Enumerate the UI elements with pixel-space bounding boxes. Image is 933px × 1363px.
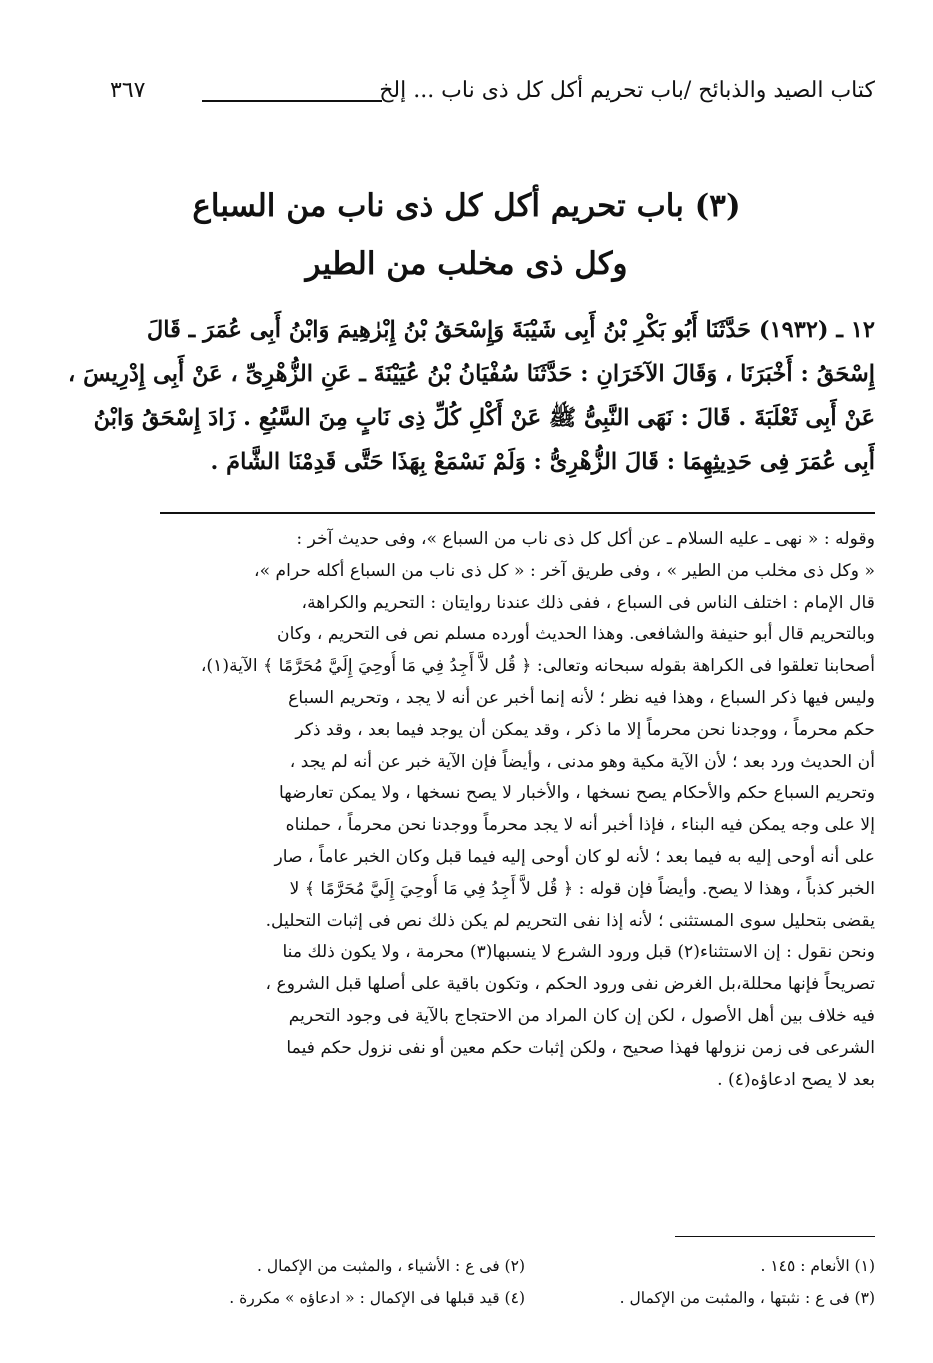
footnote-3: (٣) فى ع : نثبتها ، والمثبت من الإكمال . (619, 1289, 875, 1307)
commentary-line: « وكل ذى مخلب من الطير » ، وفى طريق آخر : « كل ذى ناب من السباع أكله حرام »، (254, 560, 875, 581)
commentary-line: الشرعى فى زمن نزولها فهذا صحيح ، ولكن إثبات حكم معين أو نفى نزول حكم فيما (286, 1037, 875, 1058)
commentary-line: وليس فيها ذكر السباع ، وهذا فيه نظر ؛ لأنه إنما أخبر عن أنه لا يجد ، وتحريم السباع (288, 687, 875, 708)
chapter-title-line-2: وكل ذى مخلب من الطير (305, 246, 628, 282)
footnote-4: (٤) قيد قبلها فى الإكمال : « ادعاؤه » مكررة . (229, 1289, 525, 1307)
commentary-line: إلا على وجه يمكن فيه البناء ، فإذا أخبر أنه لا يجد محرماً ووجدنا نحن محرماً ، حملناه (285, 815, 875, 836)
running-head-rule (202, 100, 382, 102)
commentary-line: على أنه أوحى إليه به فيما بعد ؛ لأنه لو كان أوحى إليه فيما قبل وكان الخبر عاماً ، صار (274, 846, 875, 867)
chapter-title-line-1: (٣) باب تحريم أكل كل ذى ناب من السباع (192, 188, 741, 224)
footnote-1: (١) الأنعام : ١٤٥ . (760, 1257, 875, 1275)
commentary-line: حكم محرماً ، ووجدنا نحن محرماً إلا ما ذكر ، وقد يمكن أن يوجد فيما بعد ، وقد ذكر (295, 719, 875, 740)
commentary-line: قال الإمام : اختلف الناس فى السباع ، ففى ذلك عندنا روايتان : التحريم والكراهة، (301, 592, 875, 613)
hadith-line: عَنْ أَبِى ثَعْلَبَةَ . قَالَ : نَهَى النَّبِىُّ ﷺ عَنْ أَكْلِ كُلِّ ذِى نَابٍ مِنَ السَّبُعِ . زَادَ إِسْحَقُ وَابْنُ (93, 405, 875, 431)
running-head-title: كتاب الصيد والذبائح /باب تحريم أكل كل ذى ناب ... إلخ (379, 78, 875, 103)
commentary-line: وقوله : « نهى ـ عليه السلام ـ عن أكل كل ذى ناب من السباع »، وفى حديث آخر : (296, 529, 875, 549)
footnote-2: (٢) فى ع : الأشياء ، والمثبت من الإكمال . (257, 1257, 525, 1275)
running-head (110, 78, 875, 118)
commentary-line: بعد لا يصح ادعاؤه(٤) . (717, 1069, 875, 1090)
hadith-line: إِسْحَقُ : أَخْبَرَنَا ، وَقَالَ الآخَرَانِ : حَدَّثَنَا سُفْيَانُ بْنُ عُيَيْنَةَ ـ عَنِ الزُّهْرِىِّ ، عَنْ أَبِى إِدْرِيسَ ، (67, 361, 875, 387)
commentary-line: الخبر كذباً ، وهذا لا يصح. وأيضاً فإن قوله : ﴿ قُل لاَّ أَجِدُ فِي مَا أُوحِيَ إِلَيَّ مُحَرَّمًا ﴾ لا (289, 878, 875, 899)
commentary-line: أن الحديث ورد بعد ؛ لأن الآية مكية وهو مدنى ، وأيضاً فإن الآية خبر عن أنه لم يجد ، (289, 751, 875, 772)
section-divider (160, 512, 875, 514)
hadith-line: أَبِى عُمَرَ فِى حَدِيثِهِمَا : قَالَ الزُّهْرِىُّ : وَلَمْ نَسْمَعْ بِهَذَا حَتَّى قَدِمْنَا الشَّامَ . (210, 449, 875, 475)
commentary-line: ونحن نقول : إن الاستثناء(٢) قبل ورود الشرع لا ينسبها(٣) محرمة ، ولا يكون ذلك منا (282, 942, 875, 963)
commentary-line: أصحابنا تعلقوا فى الكراهة بقوله سبحانه وتعالى: ﴿ قُل لاَّ أَجِدُ فِي مَا أُوحِيَ إِلَيَّ مُحَرَّمًا ﴾ الآية(١)، (200, 656, 875, 677)
commentary-line: فيه خلاف بين أهل الأصول ، لكن إن كان المراد من الاحتجاج بالآية فى وجود التحريم (288, 1005, 875, 1026)
commentary-line: تصريحاً فإنها محللة،بل الغرض نفى ورود الحكم ، وتكون باقية على أصلها قبل الشروع ، (265, 974, 875, 995)
footnote-rule (675, 1236, 875, 1237)
page-number: ٣٦٧ (110, 78, 146, 103)
commentary-line: يقضى بتحليل سوى المستثنى ؛ لأنه إذا نفى التحريم لم يكن ذلك نص فى إثبات التحليل. (265, 910, 875, 931)
commentary-line: وبالتحريم قال أبو حنيفة والشافعى. وهذا الحديث أورده مسلم نص فى التحريم ، وكان (277, 624, 875, 645)
hadith-line: ١٢ ـ (١٩٣٢) حَدَّثَنَا أَبُو بَكْرِ بْنُ أَبِى شَيْبَةَ وَإِسْحَقُ بْنُ إِبْرٰهِيمَ وَابْنُ أَبِى عُمَرَ ـ قَالَ (146, 317, 875, 343)
hadith-text (58, 308, 875, 484)
commentary-line: وتحريم السباع حكم والأحكام يصح نسخها ، والأخبار لا يصح نسخها ، ولا يمكن تعارضها (278, 783, 875, 804)
commentary-text (58, 524, 875, 1096)
